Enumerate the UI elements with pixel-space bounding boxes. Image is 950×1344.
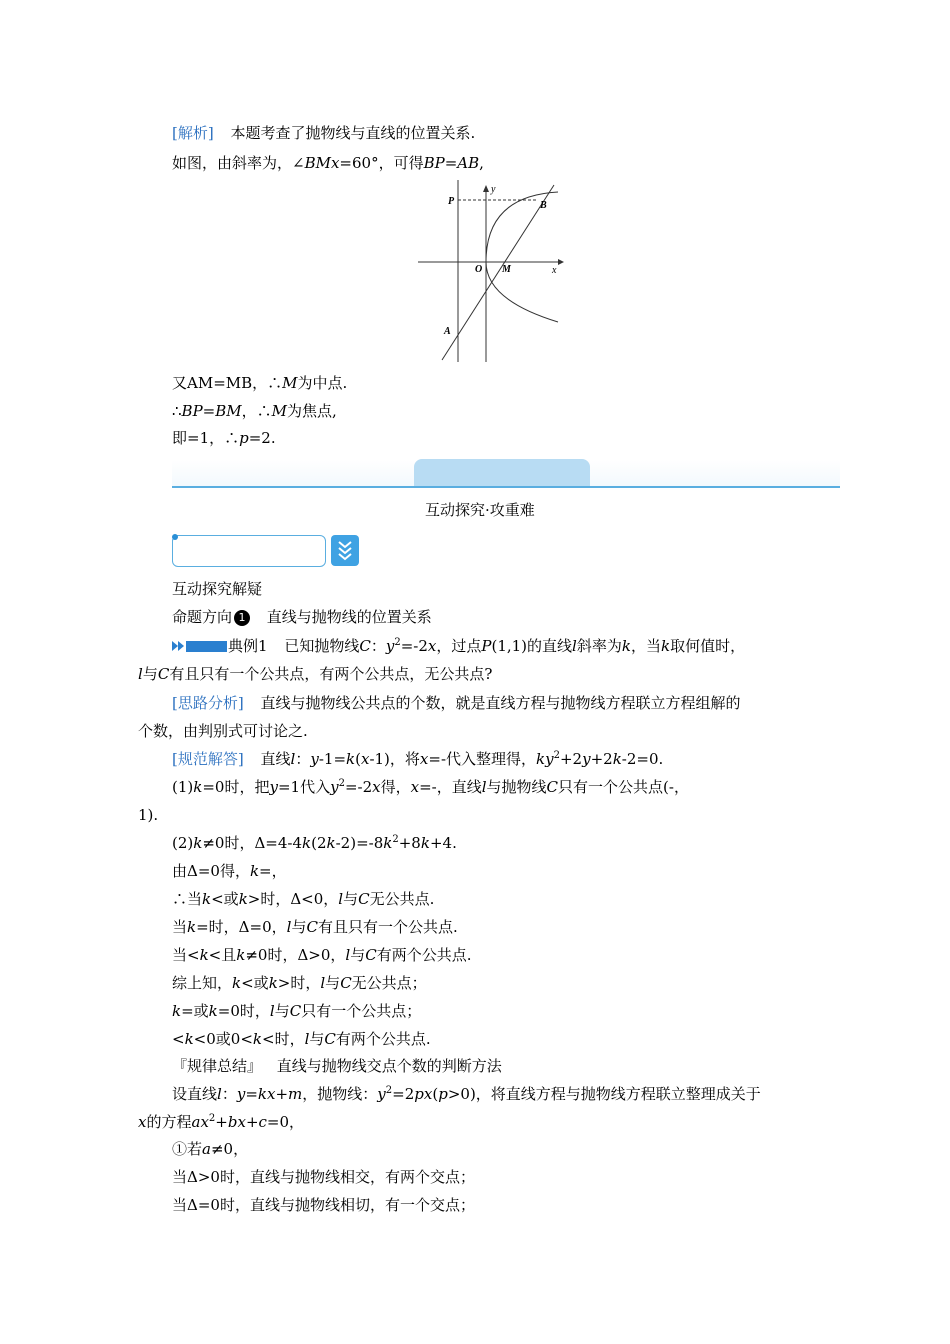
summary-line-2 — [138, 1112, 304, 1132]
text: =-2 — [344, 778, 373, 796]
solution-tag: [规范解答] — [172, 750, 244, 768]
text: 有且只有一个公共点. — [317, 918, 458, 936]
var: k — [208, 1002, 218, 1020]
var: C — [306, 918, 318, 936]
var: y — [385, 637, 395, 655]
text: +8 — [398, 834, 421, 852]
solution-line-two — [172, 945, 472, 965]
direction-label: 命题方向 — [172, 608, 233, 626]
double-arrow-icon — [172, 639, 186, 653]
text: 已知抛物线 — [284, 637, 360, 655]
var: a — [191, 1113, 201, 1131]
header-box-dot — [172, 534, 178, 540]
analysis-line-2 — [172, 153, 484, 173]
solution-line-one — [172, 917, 458, 937]
var: k — [346, 750, 356, 768]
text: >时， — [277, 974, 321, 992]
text: -2=0. — [621, 750, 664, 768]
text: (1) — [172, 778, 194, 796]
parabola-line-figure — [418, 180, 564, 362]
text: +2 — [559, 750, 583, 768]
var: l — [481, 778, 487, 796]
var: y — [330, 778, 339, 796]
var: k — [268, 974, 278, 992]
text: + — [275, 1085, 289, 1103]
analysis-line-3 — [172, 373, 347, 393]
text: ，抛物线： — [302, 1085, 378, 1103]
label-m: M — [502, 264, 511, 275]
text: =-2 — [400, 637, 428, 655]
var: BM — [215, 402, 242, 420]
text: 与 — [350, 946, 366, 964]
text: 当 — [172, 918, 188, 936]
summary-item-1 — [172, 1139, 248, 1159]
text: =2. — [248, 429, 276, 447]
section-band-rule — [172, 486, 840, 488]
text: <或 — [211, 890, 239, 908]
var: k — [184, 1030, 194, 1048]
var: l — [338, 890, 344, 908]
var: k — [199, 946, 209, 964]
text: 的方程 — [146, 1113, 192, 1131]
text: + — [245, 1113, 259, 1131]
var: k — [302, 834, 312, 852]
line-ab — [442, 185, 554, 360]
section-title: 互动探究·攻重难 — [425, 501, 535, 519]
text: 与抛物线 — [486, 778, 547, 796]
text: (2 — [311, 834, 327, 852]
text: =0， — [266, 1113, 305, 1131]
solution-case1 — [172, 777, 689, 797]
var: AB — [457, 154, 480, 172]
text: 有两个公共点. — [335, 1030, 431, 1048]
text: +2 — [590, 750, 613, 768]
thinking-tag: [思路分析] — [172, 694, 244, 712]
text: 与 — [291, 918, 307, 936]
text: ∴当 — [172, 890, 203, 908]
text: (2) — [172, 834, 194, 852]
sup: 2 — [338, 778, 345, 789]
text: >0)，将直线方程与抛物线方程联立整理成关于 — [447, 1085, 761, 1103]
var: k — [420, 834, 430, 852]
var: M — [271, 402, 288, 420]
text: ( — [432, 1085, 439, 1103]
var: k — [252, 1030, 262, 1048]
parabola-curve — [486, 192, 558, 322]
y-axis-arrow — [483, 185, 489, 192]
text: 直线 — [260, 750, 291, 768]
var: k — [257, 1085, 267, 1103]
text: 有且只有一个公共点，有两个公共点，无公共点? — [169, 665, 493, 683]
text: 即=1，∴ — [172, 429, 240, 447]
var: k — [202, 890, 212, 908]
x-axis-arrow — [558, 259, 564, 265]
text: 有两个公共点. — [376, 946, 472, 964]
section-header-box — [172, 535, 326, 567]
var: b — [227, 1113, 238, 1131]
var: C — [358, 890, 370, 908]
var: k — [383, 834, 393, 852]
var: C — [157, 665, 170, 683]
example-marker-bar — [186, 641, 227, 652]
text: , — [479, 154, 484, 172]
text: (1,1)的直线 — [491, 637, 573, 655]
text: ≠0时，Δ>0， — [245, 946, 346, 964]
text: ≠0， — [210, 1140, 249, 1158]
var: x — [138, 1113, 147, 1131]
var: k — [238, 890, 248, 908]
var: BMx — [304, 154, 340, 172]
text: =0时，把 — [202, 778, 270, 796]
text: 与 — [325, 974, 341, 992]
var: k — [187, 918, 197, 936]
var: C — [365, 946, 377, 964]
var: k — [326, 834, 336, 852]
var: x — [237, 1113, 246, 1131]
sup: 2 — [208, 1113, 216, 1124]
analysis-line-5 — [172, 428, 276, 448]
var: P — [481, 637, 492, 655]
var: y — [269, 778, 278, 796]
label-x: x — [552, 265, 557, 276]
text: 与 — [274, 1002, 290, 1020]
text: -2)=-8 — [335, 834, 384, 852]
var: C — [546, 778, 559, 796]
var: k — [193, 778, 203, 796]
var: x — [419, 750, 429, 768]
text: >时，Δ<0， — [247, 890, 339, 908]
solution-line-delta — [172, 861, 287, 881]
var: y — [377, 1085, 386, 1103]
var: y — [236, 1085, 246, 1103]
var: x — [410, 778, 420, 796]
var: C — [359, 637, 371, 655]
text: ，∴ — [241, 402, 272, 420]
label-a: A — [444, 326, 451, 337]
text: 只有一个公共点(-， — [558, 778, 689, 796]
solution-summary-1 — [172, 973, 427, 993]
text: 与 — [309, 1030, 325, 1048]
text: = — [245, 1085, 258, 1103]
summary-title: 直线与抛物线交点个数的判断方法 — [276, 1057, 502, 1075]
text: =或 — [181, 1002, 209, 1020]
example-marker — [172, 639, 227, 653]
text: = — [202, 402, 216, 420]
text: <或 — [241, 974, 269, 992]
text: =0时， — [217, 1002, 270, 1020]
text: ，当 — [630, 637, 661, 655]
var: m — [288, 1085, 303, 1103]
sup: 2 — [394, 637, 401, 648]
var: y — [582, 750, 591, 768]
direction-text: 直线与抛物线的位置关系 — [266, 608, 432, 626]
var: x — [427, 637, 437, 655]
example-line-2 — [138, 664, 492, 684]
summary-item-2: 当Δ>0时，直线与抛物线相交，有两个交点； — [172, 1168, 475, 1186]
var: C — [324, 1030, 336, 1048]
text: 斜率为 — [576, 637, 622, 655]
thinking-line-2: 个数，由判别式可讨论之. — [138, 722, 308, 740]
text: ( — [355, 750, 361, 768]
var: k — [621, 637, 631, 655]
text: 与 — [142, 665, 158, 683]
direction-number-badge: 1 — [234, 610, 250, 626]
text: =时，Δ=0， — [196, 918, 287, 936]
text: =-，直线 — [419, 778, 482, 796]
text: 由Δ=0得， — [172, 862, 250, 880]
summary-line-1 — [172, 1084, 761, 1104]
var: x — [267, 1085, 276, 1103]
text: = — [444, 154, 458, 172]
var: l — [286, 918, 292, 936]
example-label: 典例1 — [228, 637, 268, 655]
var: y — [545, 750, 554, 768]
text: 综上知， — [172, 974, 233, 992]
var: l — [304, 1030, 310, 1048]
example-line-1 — [228, 636, 745, 656]
text: ： — [221, 1085, 237, 1103]
var: BP — [181, 402, 203, 420]
text: 如图，由斜率为，∠ — [172, 154, 305, 172]
var: l — [217, 1085, 222, 1103]
text: =2 — [392, 1085, 415, 1103]
var: c — [258, 1113, 267, 1131]
sup: 2 — [385, 1085, 393, 1096]
var: k — [232, 974, 242, 992]
analysis-intro: 本题考查了抛物线与直线的位置关系. — [230, 124, 476, 142]
thinking-line-1 — [172, 693, 741, 713]
var: C — [289, 1002, 302, 1020]
var: l — [269, 1002, 275, 1020]
text: ∴ — [172, 402, 182, 420]
sup: 2 — [553, 750, 560, 761]
text: -1)，将 — [369, 750, 420, 768]
text: 取何值时， — [670, 637, 746, 655]
var: k — [536, 750, 546, 768]
text: =-代入整理得， — [428, 750, 537, 768]
text: 直线与抛物线公共点的个数，就是直线方程与抛物线方程联立方程组解的 — [260, 694, 741, 712]
analysis-line-1 — [172, 123, 475, 143]
text: ，过点 — [436, 637, 482, 655]
var: BP — [423, 154, 445, 172]
text: 只有一个公共点； — [301, 1002, 422, 1020]
label-o: O — [475, 264, 483, 275]
text: ①若 — [172, 1140, 203, 1158]
var: l — [345, 946, 351, 964]
text: 为中点. — [297, 374, 348, 392]
text: ： — [295, 750, 311, 768]
solution-summary-3 — [172, 1029, 431, 1049]
solution-case2 — [172, 833, 457, 853]
var: x — [200, 1113, 209, 1131]
var: p — [239, 429, 249, 447]
text: 无公共点； — [351, 974, 427, 992]
text: 当< — [172, 946, 200, 964]
label-b: B — [540, 200, 547, 211]
summary-item-3: 当Δ=0时，直线与抛物线相切，有一个交点； — [172, 1196, 475, 1214]
text: =， — [259, 862, 287, 880]
var: l — [290, 750, 296, 768]
text: ≠0时，Δ=4-4 — [202, 834, 303, 852]
label-p: P — [448, 196, 455, 207]
sup: 2 — [392, 834, 399, 845]
text: =60°，可得 — [339, 154, 424, 172]
var: x — [423, 1085, 433, 1103]
text: 为焦点, — [287, 402, 337, 420]
text: ： — [370, 637, 386, 655]
var: p — [414, 1085, 424, 1103]
var: k — [236, 946, 246, 964]
analysis-tag: [解析] — [172, 124, 214, 142]
var: l — [320, 974, 326, 992]
text: < — [172, 1030, 185, 1048]
var: x — [372, 778, 381, 796]
section-band-tab — [414, 459, 590, 487]
var: k — [172, 1002, 182, 1020]
text: <时， — [262, 1030, 305, 1048]
summary-tag: 『规律总结』 — [172, 1057, 263, 1075]
var: k — [660, 637, 671, 655]
summary-heading — [172, 1056, 502, 1076]
var: p — [438, 1085, 448, 1103]
text: <且 — [208, 946, 237, 964]
var: l — [138, 665, 143, 683]
text: 又AM=MB，∴ — [172, 374, 283, 392]
text: 得， — [380, 778, 411, 796]
var: x — [360, 750, 370, 768]
text: + — [215, 1113, 228, 1131]
text: <0或0< — [193, 1030, 253, 1048]
solution-case1-cont: 1). — [138, 806, 159, 824]
text: 无公共点. — [369, 890, 435, 908]
solution-line-none — [172, 889, 434, 909]
var: M — [282, 374, 298, 392]
text: =1代入 — [277, 778, 331, 796]
text: 与 — [343, 890, 359, 908]
var: k — [249, 862, 260, 880]
direction-heading — [172, 607, 432, 627]
text: +4. — [429, 834, 457, 852]
solution-line-1 — [172, 749, 663, 769]
var: k — [612, 750, 622, 768]
var: l — [572, 637, 577, 655]
var: C — [340, 974, 352, 992]
analysis-line-4 — [172, 401, 337, 421]
section-subtitle: 互动探究解疑 — [172, 580, 263, 598]
double-chevron-down-icon — [331, 535, 359, 566]
label-y: y — [491, 184, 496, 195]
var: k — [193, 834, 203, 852]
var: y — [310, 750, 319, 768]
solution-summary-2 — [172, 1001, 421, 1021]
text: -1= — [318, 750, 347, 768]
text: 设直线 — [172, 1085, 218, 1103]
var: a — [202, 1140, 211, 1158]
